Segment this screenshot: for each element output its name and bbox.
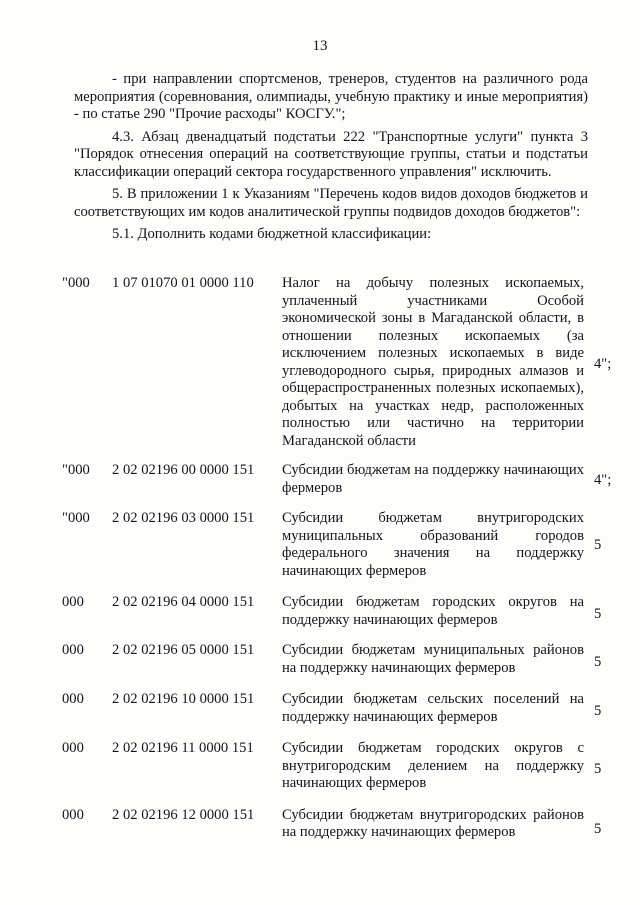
- document-body: [74, 71, 588, 249]
- code-row: [62, 740, 622, 793]
- paragraph: 5. В приложении 1 к Указаниям "Перечень кодов видов доходов бюджетов и соответствующих им кодов аналитической группы подвидов доходов бюджетов":: [74, 186, 588, 220]
- column-mark: 5: [594, 703, 602, 719]
- admin-code: 000: [62, 691, 84, 707]
- code-row: [62, 275, 622, 450]
- column-mark: 5: [594, 820, 602, 837]
- column-mark: 5: [594, 537, 602, 553]
- code-description: Субсидии бюджетам муниципальных районов на поддержку начинающих фермеров: [282, 642, 584, 676]
- code-description: Субсидии бюджетам сельских поселений на поддержку начинающих фермеров: [282, 691, 584, 725]
- code-row: [62, 510, 622, 580]
- column-mark: 5: [594, 606, 602, 622]
- budget-code: 2 02 02196 03 0000 151: [112, 510, 255, 526]
- budget-code: 2 02 02196 05 0000 151: [112, 642, 255, 658]
- column-mark: 4";: [594, 356, 612, 372]
- classification-codes-table: [62, 275, 622, 842]
- budget-code: 2 02 02196 10 0000 151: [112, 691, 255, 707]
- code-description: Субсидии бюджетам внутригородских муниципальных образований городов федерального значения на поддержку начинающих фермеров: [282, 510, 584, 579]
- budget-code: 2 02 02196 04 0000 151: [112, 594, 255, 610]
- code-description: Субсидии бюджетам на поддержку начинающих фермеров: [282, 462, 584, 496]
- column-mark: 5: [594, 654, 602, 670]
- column-mark: 4";: [594, 472, 612, 488]
- admin-code: 000: [62, 594, 84, 610]
- code-row: [62, 642, 622, 677]
- code-description: Субсидии бюджетам внутригородских районов на поддержку начинающих фермеров: [282, 806, 584, 840]
- admin-code: "000: [62, 275, 90, 291]
- page-number: 13: [312, 38, 328, 54]
- budget-code: 2 02 02196 11 0000 151: [112, 740, 254, 756]
- admin-code: 000: [62, 740, 84, 756]
- budget-code: 2 02 02196 00 0000 151: [112, 462, 255, 478]
- code-row: [62, 462, 622, 497]
- admin-code: "000: [62, 462, 90, 478]
- admin-code: 000: [62, 642, 84, 658]
- code-row: [62, 594, 622, 629]
- admin-code: "000: [62, 510, 90, 526]
- code-description: Субсидии бюджетам городских округов на поддержку начинающих фермеров: [282, 594, 584, 628]
- admin-code: 000: [62, 806, 84, 823]
- paragraph: 5.1. Дополнить кодами бюджетной классификации:: [112, 226, 432, 242]
- budget-code: 2 02 02196 12 0000 151: [112, 806, 255, 823]
- code-row: [62, 691, 622, 726]
- code-row: [62, 807, 622, 842]
- code-description: Субсидии бюджетам городских округов с внутригородским делением на поддержку начинающих фермеров: [282, 740, 584, 791]
- budget-code: 1 07 01070 01 0000 110: [112, 275, 254, 291]
- paragraph: 4.3. Абзац двенадцатый подстатьи 222 "Транспортные услуги" пункта 3 "Порядок отнесения операций на соответствующие группы, статьи и подстатьи классификации операций сектора государственного управления" исключить.: [74, 128, 588, 180]
- paragraph: - при направлении спортсменов, тренеров, студентов на различного рода мероприятия (соревнования, олимпиады, учебную практику и иные мероприятия) - по статье 290 "Прочие расходы" КОСГУ.";: [74, 71, 588, 122]
- column-mark: 5: [594, 761, 602, 777]
- code-description: Налог на добычу полезных ископаемых, уплаченный участниками Особой экономической зоны в Магаданской области, в отношении полезных ископаемых (за исключением полезных ископаемых в виде углеводородного сырья, природных алмазов и общераспространенных полезных ископаемых), добытых на участках недр, расположенных полностью или частично на территории Магаданской области: [282, 275, 584, 449]
